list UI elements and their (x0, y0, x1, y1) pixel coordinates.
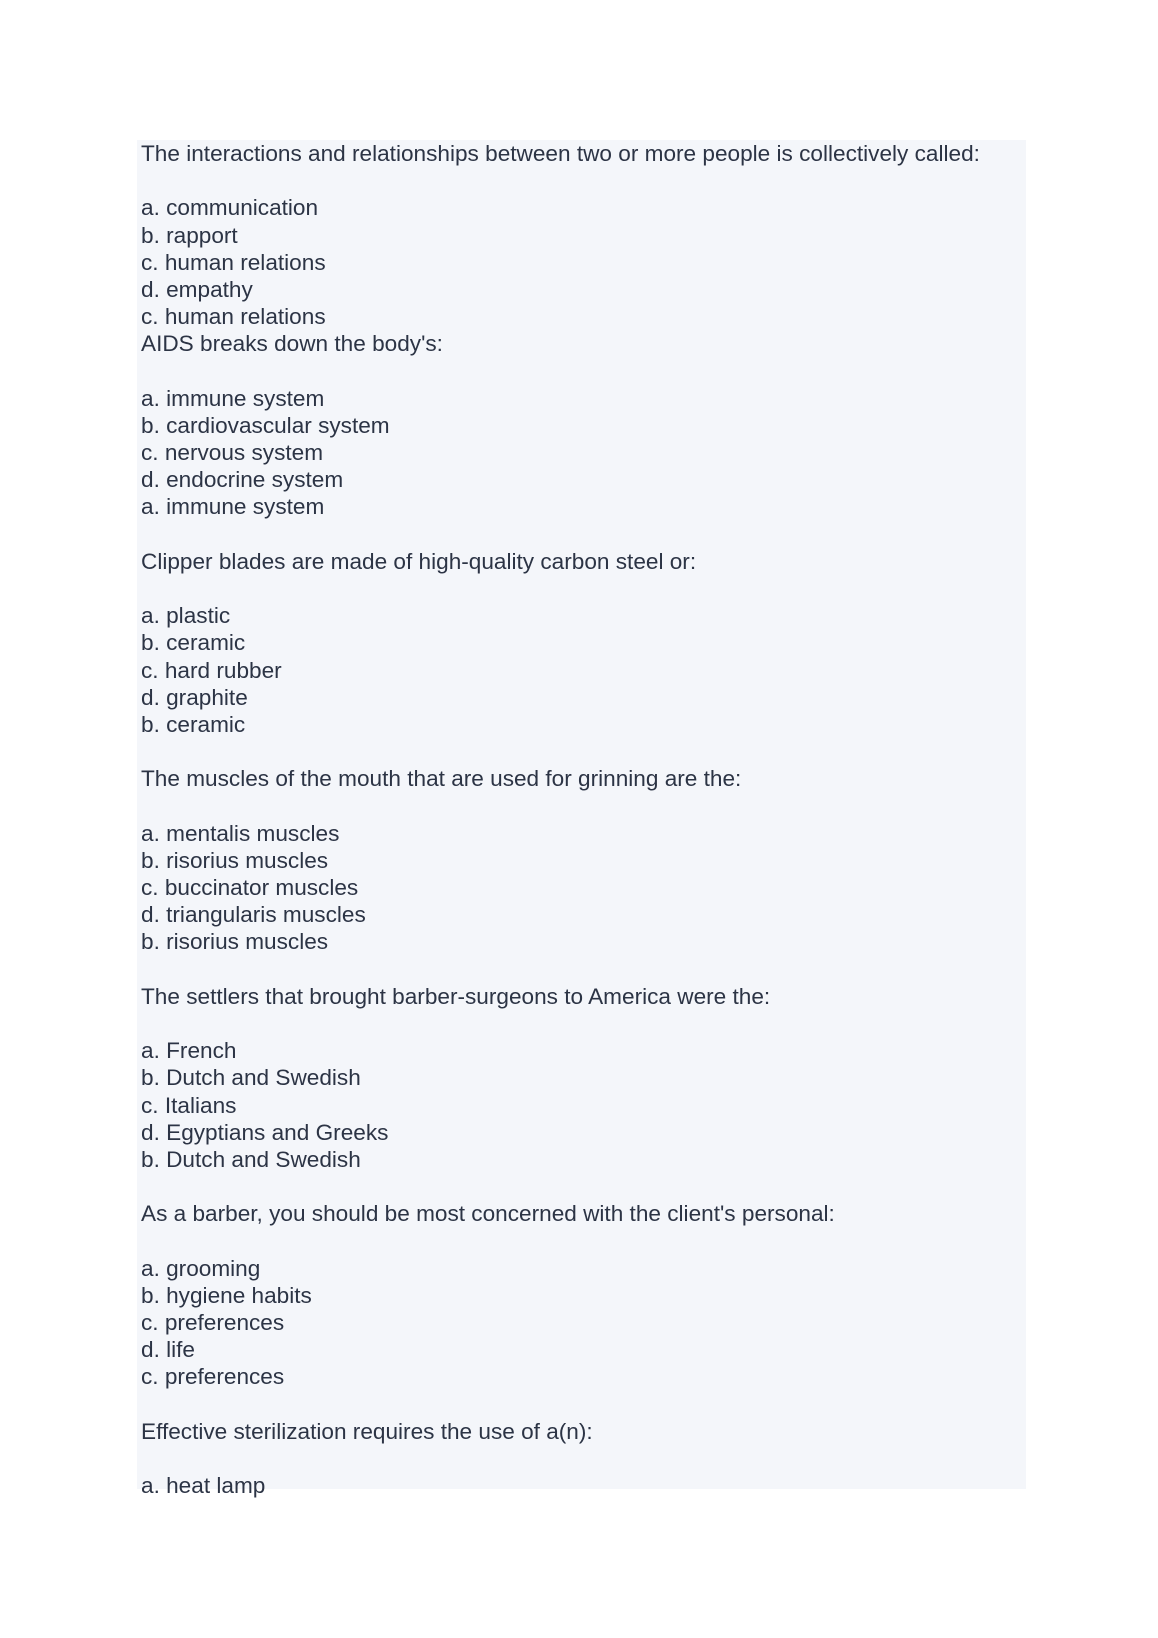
question-prompt: Clipper blades are made of high-quality carbon steel or: (141, 548, 697, 574)
answer: b. Dutch and Swedish (141, 1146, 361, 1172)
option: d. endocrine system (141, 467, 344, 493)
spacer (141, 1391, 1026, 1418)
option: d. empathy (141, 276, 253, 302)
option: a. grooming (141, 1255, 261, 1281)
option: c. preferences (141, 1310, 285, 1336)
spacer (141, 1445, 1026, 1472)
spacer (141, 738, 1026, 765)
option: a. heat lamp (141, 1473, 266, 1499)
option: a. communication (141, 195, 319, 221)
option: d. graphite (141, 684, 248, 710)
question-prompt: As a barber, you should be most concerned with the client's personal: (141, 1201, 835, 1227)
option: b. Dutch and Swedish (141, 1065, 361, 1091)
option: a. mentalis muscles (141, 820, 340, 846)
spacer (141, 521, 1026, 548)
option: b. ceramic (141, 630, 246, 656)
option: c. buccinator muscles (141, 875, 359, 901)
spacer (141, 1173, 1026, 1200)
question-prompt: The settlers that brought barber-surgeons to America were the: (141, 983, 771, 1009)
quiz-document (137, 140, 1026, 1499)
answer: a. immune system (141, 494, 325, 520)
option: b. risorius muscles (141, 847, 329, 873)
option: d. Egyptians and Greeks (141, 1119, 389, 1145)
spacer (141, 793, 1026, 820)
option: d. triangularis muscles (141, 902, 366, 928)
answer: c. preferences (141, 1364, 285, 1390)
option: c. human relations (141, 249, 326, 275)
spacer (141, 358, 1026, 385)
answer: b. ceramic (141, 711, 246, 737)
question-prompt: Effective sterilization requires the use of a(n): (141, 1418, 593, 1444)
option: d. life (141, 1337, 196, 1363)
answer: c. human relations (141, 304, 326, 330)
answer: b. risorius muscles (141, 929, 329, 955)
option: a. plastic (141, 603, 231, 629)
option: a. French (141, 1038, 237, 1064)
option: b. rapport (141, 222, 238, 248)
option: c. hard rubber (141, 657, 282, 683)
spacer (141, 167, 1026, 194)
question-prompt: The muscles of the mouth that are used for grinning are the: (141, 766, 742, 792)
spacer (141, 956, 1026, 983)
option: b. cardiovascular system (141, 412, 390, 438)
spacer (141, 1010, 1026, 1037)
option: a. immune system (141, 385, 325, 411)
spacer (141, 575, 1026, 602)
option: c. Italians (141, 1092, 237, 1118)
option: c. nervous system (141, 440, 324, 466)
option: b. hygiene habits (141, 1282, 312, 1308)
question-prompt: The interactions and relationships between two or more people is collectively called: (141, 141, 980, 166)
question-prompt: AIDS breaks down the body's: (141, 331, 443, 357)
spacer (141, 1228, 1026, 1255)
